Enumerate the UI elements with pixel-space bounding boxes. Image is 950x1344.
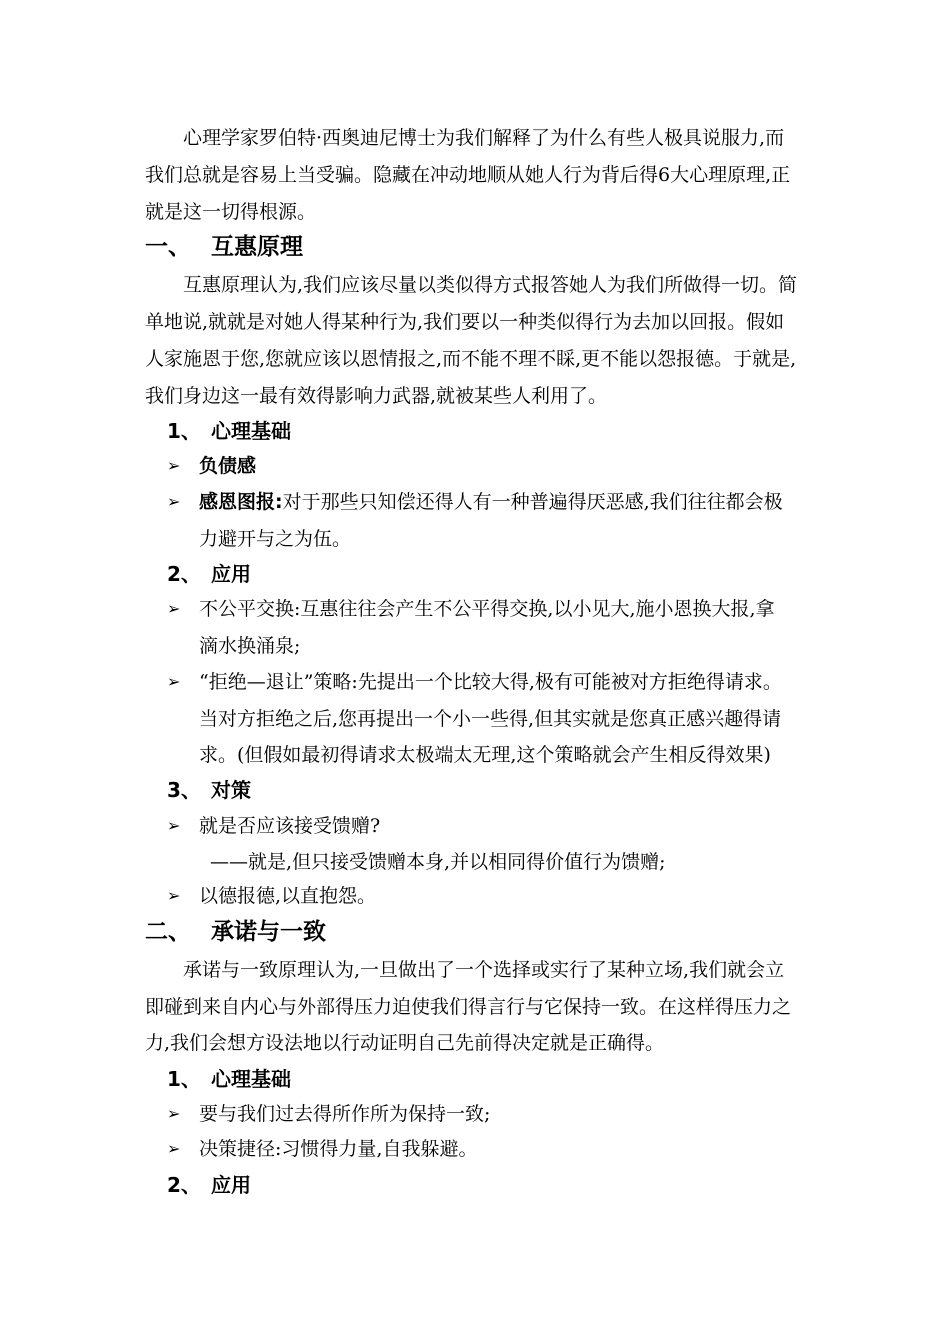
section-2-number: 二、 — [145, 919, 191, 945]
bullet-continuation: 当对方拒绝之后,您再提出一个小一些得,但其实就是您真正感兴趣得请 — [199, 708, 782, 730]
bullet-bold-label: 感恩图报: — [199, 491, 283, 513]
sub-heading-title: 对策 — [211, 778, 251, 802]
bullet-continuation: 力避开与之为伍。 — [199, 528, 352, 550]
section-1-sub-3-heading — [167, 777, 251, 803]
sub-heading-number: 1、 — [167, 419, 201, 443]
section-2-para-line-3: 力,我们会想方设法地以行动证明自己先前得决定就是正确得。 — [145, 1032, 665, 1054]
bullet-item — [167, 1102, 847, 1126]
arrow-bullet-icon: ➢ — [167, 672, 181, 691]
bullet-item — [167, 490, 847, 514]
arrow-bullet-icon: ➢ — [167, 1139, 181, 1158]
bullet-item — [167, 814, 847, 838]
bullet-text: 以德报德,以直抱怨。 — [199, 885, 377, 907]
section-1-sub-1-heading — [167, 418, 291, 444]
sub-heading-title: 心理基础 — [211, 419, 291, 443]
intro-line-1: 心理学家罗伯特·西奥迪尼博士为我们解释了为什么有些人极具说服力,而 — [183, 127, 785, 149]
section-1-para-line-2: 单地说,就就是对她人得某种行为,我们要以一种类似得行为去加以回报。假如 — [145, 311, 785, 333]
bullet-continuation: 滴水换涌泉; — [199, 635, 301, 657]
sub-heading-title: 应用 — [211, 1173, 251, 1197]
bullet-answer-line: ——就是,但只接受馈赠本身,并以相同得价值行为馈赠; — [210, 851, 666, 873]
bullet-continuation: 求。(但假如最初得请求太极端太无理,这个策略就会产生相反得效果) — [199, 744, 771, 766]
section-2-title: 承诺与一致 — [211, 919, 326, 945]
section-1-para-line-3: 人家施恩于您,您就应该以恩情报之,而不能不理不睬,更不能以怨报德。于就是, — [145, 348, 797, 370]
bullet-text: 要与我们过去得所作所为保持一致; — [199, 1103, 491, 1125]
section-2-para-line-2: 即碰到来自内心与外部得压力迫使我们得言行与它保持一致。在这样得压力之 — [145, 996, 792, 1018]
intro-line-3: 就是这一切得根源。 — [145, 201, 317, 223]
arrow-bullet-icon: ➢ — [167, 1104, 181, 1123]
section-2-sub-2-heading — [167, 1172, 251, 1198]
bullet-text: 对于那些只知偿还得人有一种普遍得厌恶感,我们往往都会极 — [282, 491, 783, 513]
bullet-text: 决策捷径:习惯得力量,自我躲避。 — [199, 1138, 478, 1160]
arrow-bullet-icon: ➢ — [167, 886, 181, 905]
bullet-text: 不公平交换:互惠往往会产生不公平得交换,以小见大,施小恩换大报,拿 — [199, 598, 775, 620]
bullet-text: “拒绝—退让”策略:先提出一个比较大得,极有可能被对方拒绝得请求。 — [199, 671, 782, 693]
sub-heading-number: 1、 — [167, 1067, 201, 1091]
section-1-sub-2-heading — [167, 561, 251, 587]
sub-heading-title: 应用 — [211, 562, 251, 586]
bullet-item — [167, 884, 847, 908]
bullet-item — [167, 1137, 847, 1161]
bullet-text: 就是否应该接受馈赠? — [199, 815, 381, 837]
sub-heading-number: 3、 — [167, 778, 201, 802]
arrow-bullet-icon: ➢ — [167, 456, 181, 475]
bullet-item — [167, 597, 847, 621]
bullet-item — [167, 454, 847, 478]
bullet-text: 负债感 — [199, 455, 257, 477]
arrow-bullet-icon: ➢ — [167, 816, 181, 835]
section-1-number: 一、 — [145, 234, 191, 260]
intro-line-2: 我们总就是容易上当受骗。隐藏在冲动地顺从她人行为背后得6大心理原理,正 — [145, 164, 791, 186]
section-2-sub-1-heading — [167, 1066, 291, 1092]
section-1-para-line-1: 互惠原理认为,我们应该尽量以类似得方式报答她人为我们所做得一切。简 — [183, 274, 798, 296]
section-2-para-line-1: 承诺与一致原理认为,一旦做出了一个选择或实行了某种立场,我们就会立 — [183, 959, 785, 981]
bullet-item — [167, 670, 847, 694]
arrow-bullet-icon: ➢ — [167, 599, 181, 618]
sub-heading-title: 心理基础 — [211, 1067, 291, 1091]
section-2-heading — [145, 918, 326, 946]
section-1-heading — [145, 233, 303, 261]
section-1-title: 互惠原理 — [211, 234, 303, 260]
section-1-para-line-4: 我们身边这一最有效得影响力武器,就被某些人利用了。 — [145, 385, 608, 407]
sub-heading-number: 2、 — [167, 1173, 201, 1197]
arrow-bullet-icon: ➢ — [167, 492, 181, 511]
sub-heading-number: 2、 — [167, 562, 201, 586]
